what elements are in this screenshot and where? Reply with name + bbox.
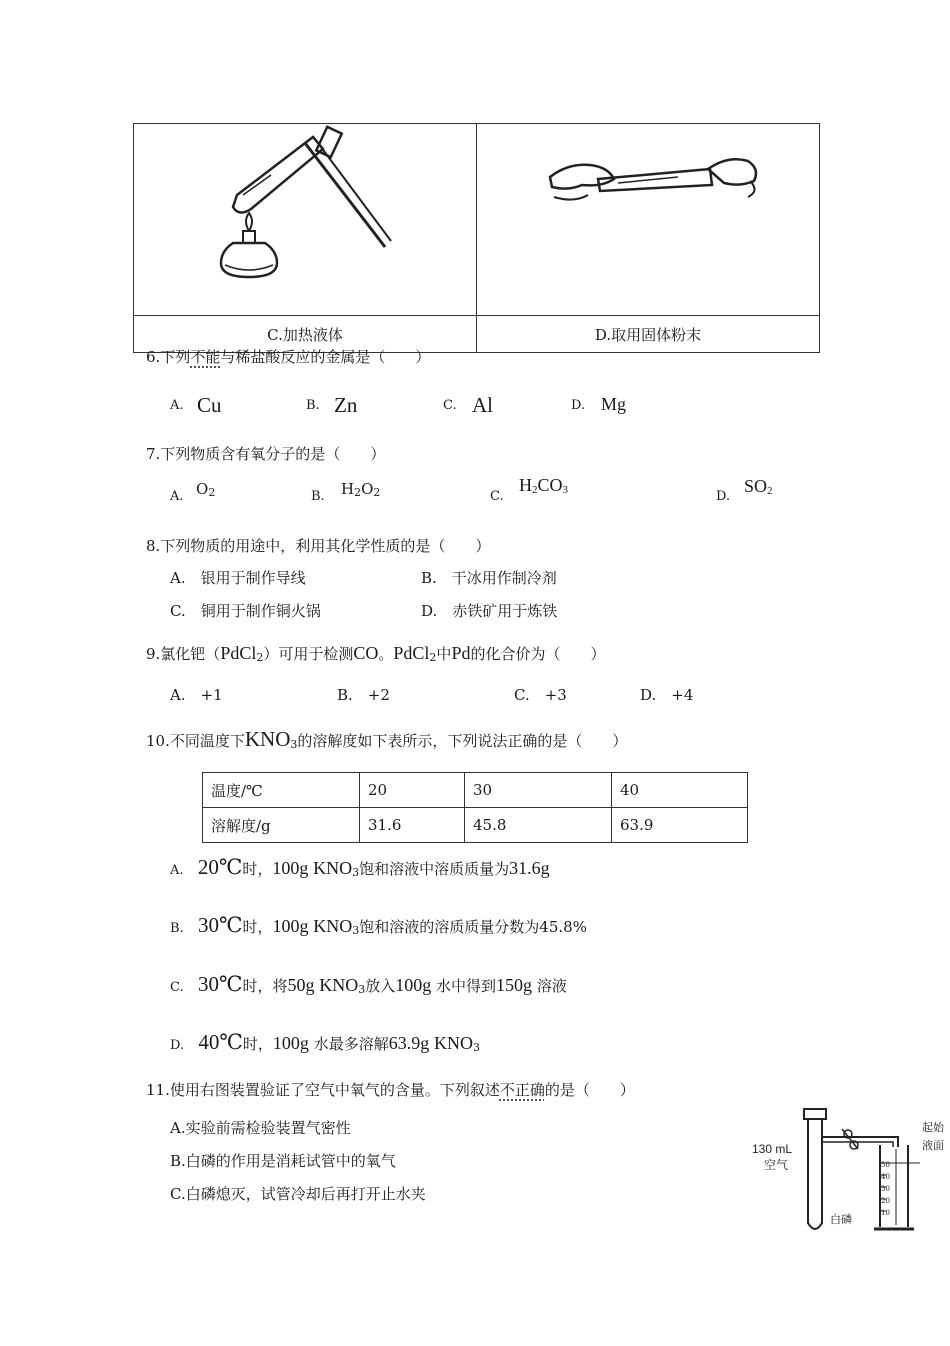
table-cell: 20 (360, 773, 465, 808)
q8-opt-b: B. 干冰用作制冷剂 (421, 569, 557, 587)
q7-opt-d: SO2 (744, 476, 773, 497)
table-cell: 63.9 (612, 808, 748, 843)
q6-stem-emphasis: 不能 (190, 348, 221, 366)
q6-opt-a: Cu (197, 393, 222, 417)
q10-stem: 10.不同温度下KNO3的溶解度如下表所示，下列说法正确的是（ ） (146, 727, 628, 751)
label-phosphorus: 白磷 (830, 1213, 852, 1226)
q10-opt-d: D. 40℃时，100g 水最多溶解63.9g KNO3 (170, 1030, 480, 1054)
q7-opt-c-label: C. (490, 489, 504, 504)
q10-opt-c: C. 30℃时，将50g KNO3放入100g 水中得到150g 溶液 (170, 972, 567, 996)
solubility-table (202, 772, 748, 843)
q7-opt-b: H2O2 (341, 480, 381, 499)
caption-c: C.加热液体 (134, 316, 477, 353)
q6-opt-c: Al (472, 393, 493, 417)
table-cell: 31.6 (360, 808, 465, 843)
q6-stem (146, 346, 430, 367)
table-cell: 温度/℃ (203, 773, 360, 808)
table-row (203, 773, 748, 808)
powder-illustration (478, 125, 818, 310)
q9-opt-a: A. +1 (170, 686, 223, 704)
q7-opt-d-label: D. (716, 489, 731, 504)
q9-opt-d: D. +4 (640, 686, 694, 704)
q9-opt-b: B. +2 (337, 686, 390, 704)
table-cell: 溶解度/g (203, 808, 360, 843)
scale-40: 40 (881, 1173, 890, 1181)
q6-opt-a-label: A. (170, 398, 184, 413)
q9-stem: 9.氯化钯（PdCl2）可用于检测CO。PdCl2中Pd的化合价为（ ） (146, 643, 606, 664)
q6-stem-pre: 6.下列 (146, 348, 191, 366)
scale-10: 10 (881, 1209, 890, 1217)
label-start-1: 起始 (922, 1121, 944, 1134)
label-start-2: 液面 (922, 1139, 944, 1152)
q7-opt-c: H2CO3 (519, 475, 569, 496)
q6-opt-d-label: D. (571, 398, 586, 413)
heating-liquid-illustration (135, 125, 475, 310)
q6-opt-c-label: C. (443, 398, 457, 413)
q11-stem: 11.使用右图装置验证了空气中氧气的含量。下列叙述不正确的是（ ） (146, 1081, 635, 1099)
q10-opt-a: A. 20℃时，100g KNO3饱和溶液中溶质质量为31.6g (170, 855, 550, 879)
table-cell: 45.8 (465, 808, 612, 843)
scale-20: 20 (881, 1197, 890, 1205)
scale-50: 50 (881, 1161, 890, 1169)
table-cell: 40 (612, 773, 748, 808)
table-row (203, 808, 748, 843)
q6-opt-b-label: B. (306, 398, 320, 413)
q10-opt-b: B. 30℃时，100g KNO3饱和溶液的溶质质量分数为45.8% (170, 913, 587, 937)
q7-opt-a-label: A. (170, 489, 184, 504)
q8-opt-d: D. 赤铁矿用于炼铁 (421, 602, 558, 620)
table-cell: 30 (465, 773, 612, 808)
q8-opt-c: C. 铜用于制作铜火锅 (170, 602, 321, 620)
q6-opt-b: Zn (334, 393, 358, 417)
q11-opt-b: B.白磷的作用是消耗试管中的氧气 (170, 1152, 396, 1170)
label-air: 空气 (764, 1158, 789, 1172)
label-volume: 130 mL (752, 1142, 793, 1156)
scale-30: 30 (881, 1185, 890, 1193)
q11-opt-a: A.实验前需检验装置气密性 (170, 1119, 351, 1137)
q7-opt-a: O2 (196, 480, 216, 499)
q8-stem: 8.下列物质的用途中，利用其化学性质的是（ ） (146, 537, 491, 555)
figure-powder-cell (477, 124, 820, 316)
oxygen-apparatus-figure (750, 1105, 948, 1240)
q7-opt-b-label: B. (311, 489, 325, 504)
apparatus-table (133, 123, 820, 353)
q6-opt-d: Mg (601, 394, 627, 414)
q7-stem: 7.下列物质含有氧分子的是（ ） (146, 445, 386, 463)
q9-opt-c: C. +3 (514, 686, 567, 704)
q8-opt-a: A. 银用于制作导线 (170, 569, 306, 587)
figure-heating-liquid-cell (134, 124, 477, 316)
q11-opt-c: C.白磷熄灭，试管冷却后再打开止水夹 (170, 1185, 426, 1203)
caption-d: D.取用固体粉末 (477, 316, 820, 353)
q6-stem-post: 与稀盐酸反应的金属是（ ） (220, 348, 431, 366)
